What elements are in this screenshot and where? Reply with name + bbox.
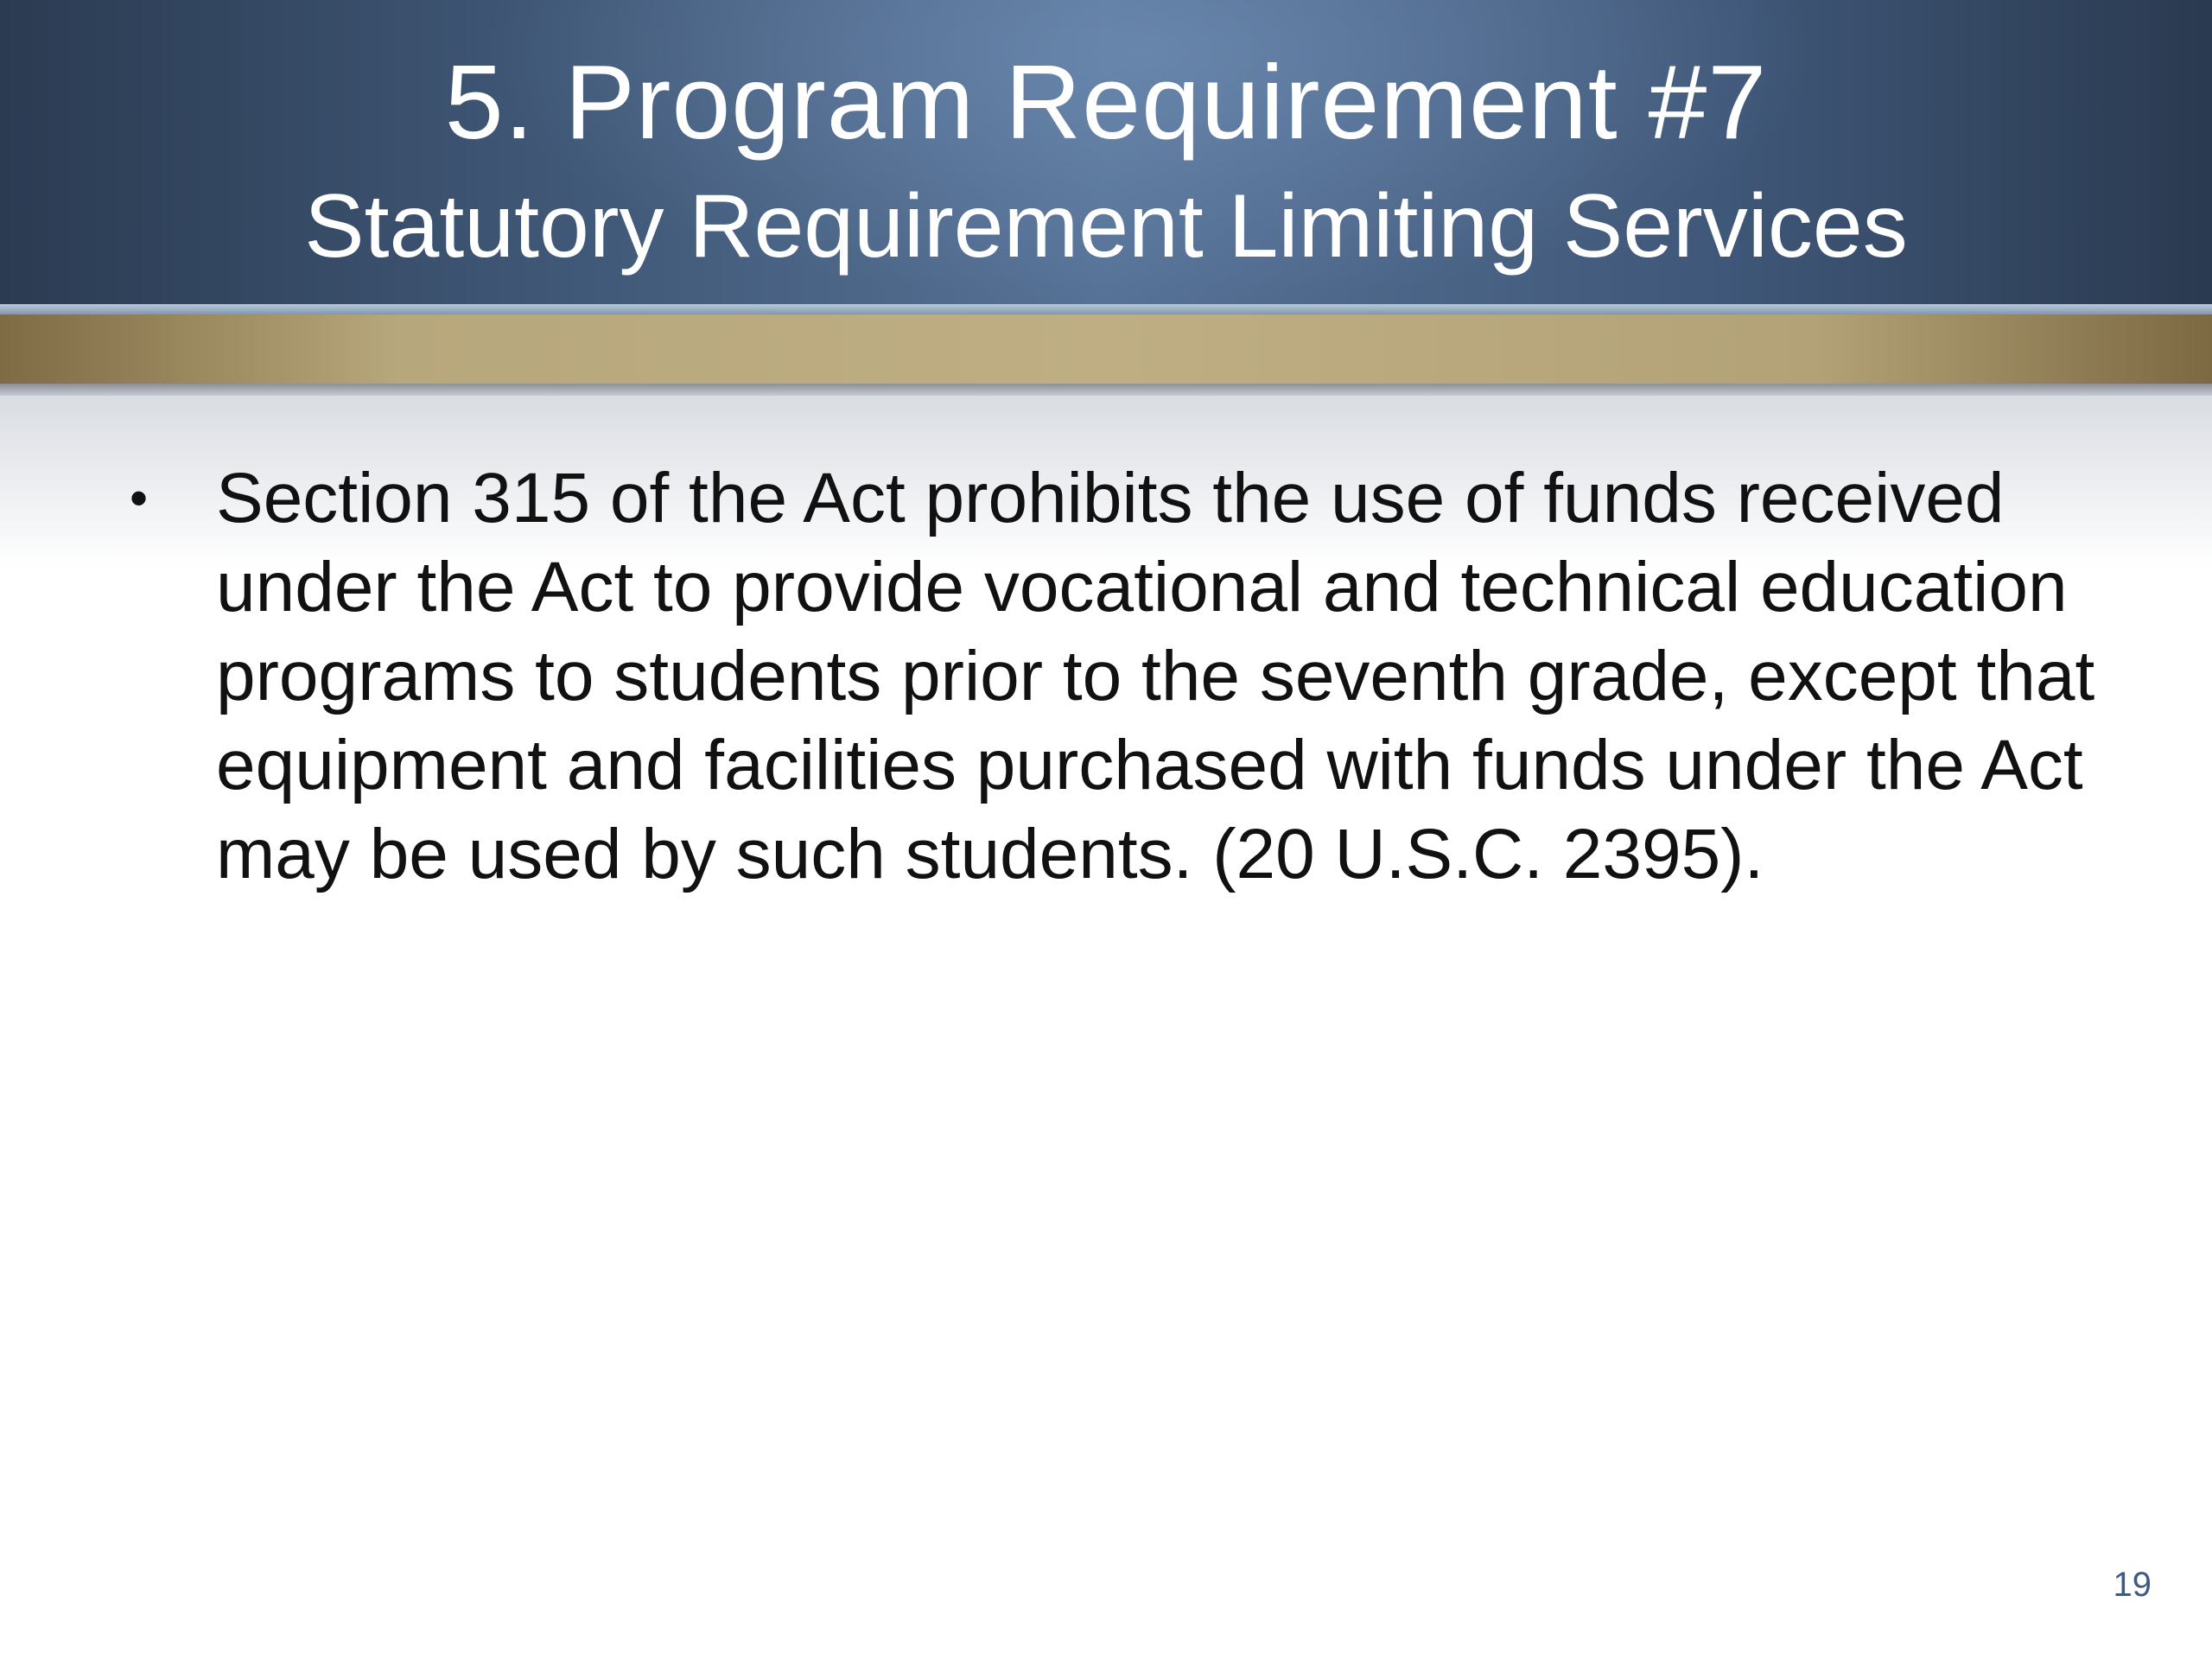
bullet-item: [130, 454, 2117, 899]
page-number: 19: [2113, 1566, 2152, 1604]
gold-divider: [0, 315, 2212, 384]
bullet-list: [130, 454, 2117, 899]
bullet-text: Section 315 of the Act prohibits the use of funds received under the Act to provide vocational and technical education programs to students prior to the seventh grade, except that equipment and facilities purchased with funds under the Act may be used by such students. (20 U.S.C. 2395).: [216, 459, 2095, 893]
gray-divider: [0, 384, 2212, 396]
blue-divider: [0, 304, 2212, 315]
slide-title: 5. Program Requirement #7: [444, 43, 1768, 161]
slide-subtitle: Statutory Requirement Limiting Services: [304, 176, 1908, 276]
bullet-marker: •: [130, 469, 149, 527]
title-banner: [0, 0, 2212, 304]
